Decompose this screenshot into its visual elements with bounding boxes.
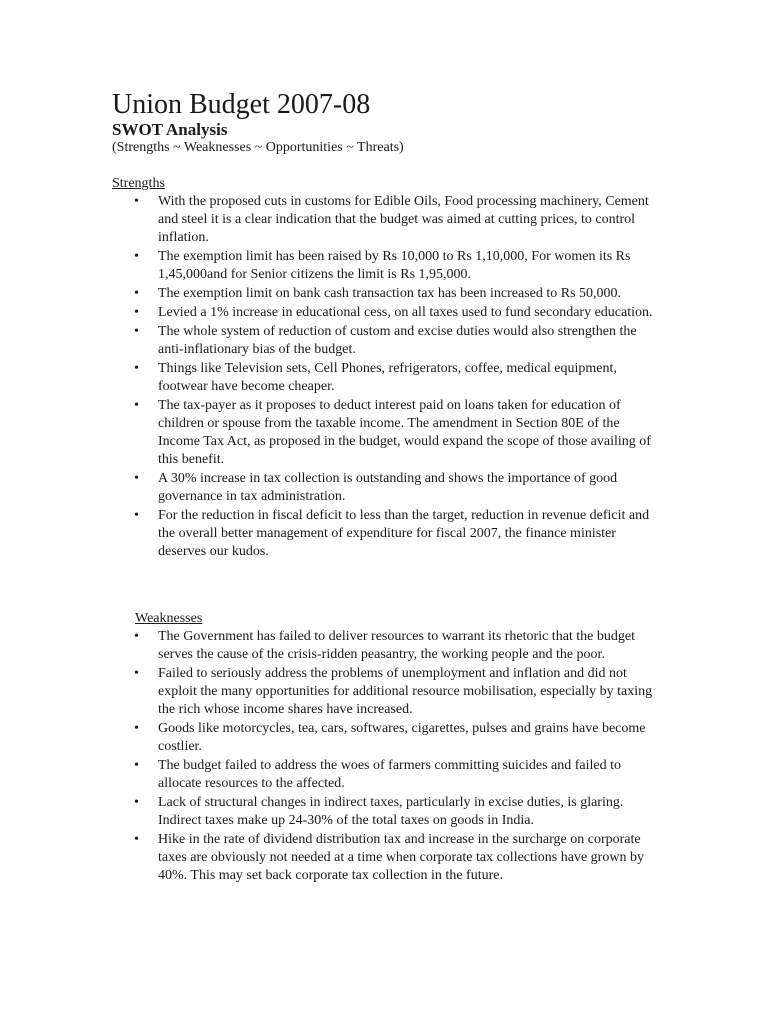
bullet-icon: • bbox=[134, 398, 139, 413]
list-item-text: For the reduction in fiscal deficit to less than the target, reduction in revenue deficit and the overall better management of expenditure for fiscal 2007, the finance minister deserves our kudos. bbox=[158, 508, 650, 559]
list-item-text: The budget failed to address the woes of farmers committing suicides and failed to allocate resources to the affected. bbox=[158, 758, 622, 791]
list-item-text: Things like Television sets, Cell Phones, refrigerators, coffee, medical equipment, footwear have become cheaper. bbox=[158, 361, 617, 394]
bullet-icon: • bbox=[134, 666, 139, 681]
bullet-icon: • bbox=[134, 795, 139, 810]
bullet-icon: • bbox=[134, 324, 139, 339]
list-item-text: The exemption limit on bank cash transaction tax has been increased to Rs 50,000. bbox=[158, 286, 622, 301]
list-item-text: The tax-payer as it proposes to deduct interest paid on loans taken for education of children or spouse from the taxable income. The amendment in Section 80E of the Income Tax Act, as proposed in the budget, would expand the scope of those availing of this benefit. bbox=[158, 398, 651, 467]
list-item-text: Lack of structural changes in indirect taxes, particularly in excise duties, is glaring. Indirect taxes make up 24-30% of the total taxes on goods in India. bbox=[158, 795, 624, 828]
bullet-icon: • bbox=[134, 471, 139, 486]
list-item bbox=[112, 304, 658, 322]
list-item bbox=[112, 285, 658, 303]
list-item bbox=[112, 360, 658, 396]
bullet-icon: • bbox=[134, 832, 139, 847]
weaknesses-list bbox=[112, 628, 658, 885]
list-item bbox=[112, 757, 658, 793]
list-item bbox=[112, 470, 658, 506]
list-item bbox=[112, 628, 658, 664]
list-item-text: The whole system of reduction of custom and excise duties would also strengthen the anti-inflationary bias of the budget. bbox=[158, 324, 637, 357]
strengths-list bbox=[112, 193, 658, 561]
list-item-text: A 30% increase in tax collection is outstanding and shows the importance of good governance in tax administration. bbox=[158, 471, 618, 504]
bullet-icon: • bbox=[134, 286, 139, 301]
list-item-text: The exemption limit has been raised by Rs 10,000 to Rs 1,10,000, For women its Rs 1,45,000and for Senior citizens the limit is Rs 1,95,000. bbox=[158, 249, 631, 282]
strengths-heading: Strengths bbox=[112, 176, 165, 191]
list-item-text: Goods like motorcycles, tea, cars, softwares, cigarettes, pulses and grains have become costlier. bbox=[158, 721, 646, 754]
list-item-text: Levied a 1% increase in educational cess, on all taxes used to fund secondary education. bbox=[158, 305, 653, 320]
bullet-icon: • bbox=[134, 305, 139, 320]
bullet-icon: • bbox=[134, 194, 139, 209]
bullet-icon: • bbox=[134, 758, 139, 773]
bullet-icon: • bbox=[134, 629, 139, 644]
bullet-icon: • bbox=[134, 249, 139, 264]
list-item bbox=[112, 831, 658, 885]
page-title: Union Budget 2007-08 bbox=[112, 89, 371, 120]
weaknesses-section bbox=[112, 610, 658, 886]
list-item bbox=[112, 720, 658, 756]
bullet-icon: • bbox=[134, 508, 139, 523]
list-item bbox=[112, 397, 658, 469]
page-tagline: (Strengths ~ Weaknesses ~ Opportunities ~ Threats) bbox=[112, 140, 404, 155]
page-subtitle: SWOT Analysis bbox=[112, 120, 228, 139]
list-item-text: With the proposed cuts in customs for Edible Oils, Food processing machinery, Cement and steel it is a clear indication that the budget was aimed at cutting prices, to control inflation. bbox=[158, 194, 649, 245]
list-item-text: Failed to seriously address the problems of unemployment and inflation and did not exploit the many opportunities for additional resource mobilisation, especially by taxing the rich whose income shares have increased. bbox=[158, 666, 653, 717]
list-item bbox=[112, 665, 658, 719]
list-item-text: Hike in the rate of dividend distribution tax and increase in the surcharge on corporate taxes are obviously not needed at a time when corporate tax collections have grown by 40%. This may set back corporate tax collection in the future. bbox=[158, 832, 644, 883]
list-item bbox=[112, 193, 658, 247]
list-item bbox=[112, 323, 658, 359]
list-item-text: The Government has failed to deliver resources to warrant its rhetoric that the budget serves the cause of the crisis-ridden peasantry, the working people and the poor. bbox=[158, 629, 635, 662]
bullet-icon: • bbox=[134, 721, 139, 736]
strengths-section bbox=[112, 175, 658, 562]
list-item bbox=[112, 507, 658, 561]
list-item bbox=[112, 248, 658, 284]
list-item bbox=[112, 794, 658, 830]
weaknesses-heading: Weaknesses bbox=[135, 611, 203, 626]
bullet-icon: • bbox=[134, 361, 139, 376]
